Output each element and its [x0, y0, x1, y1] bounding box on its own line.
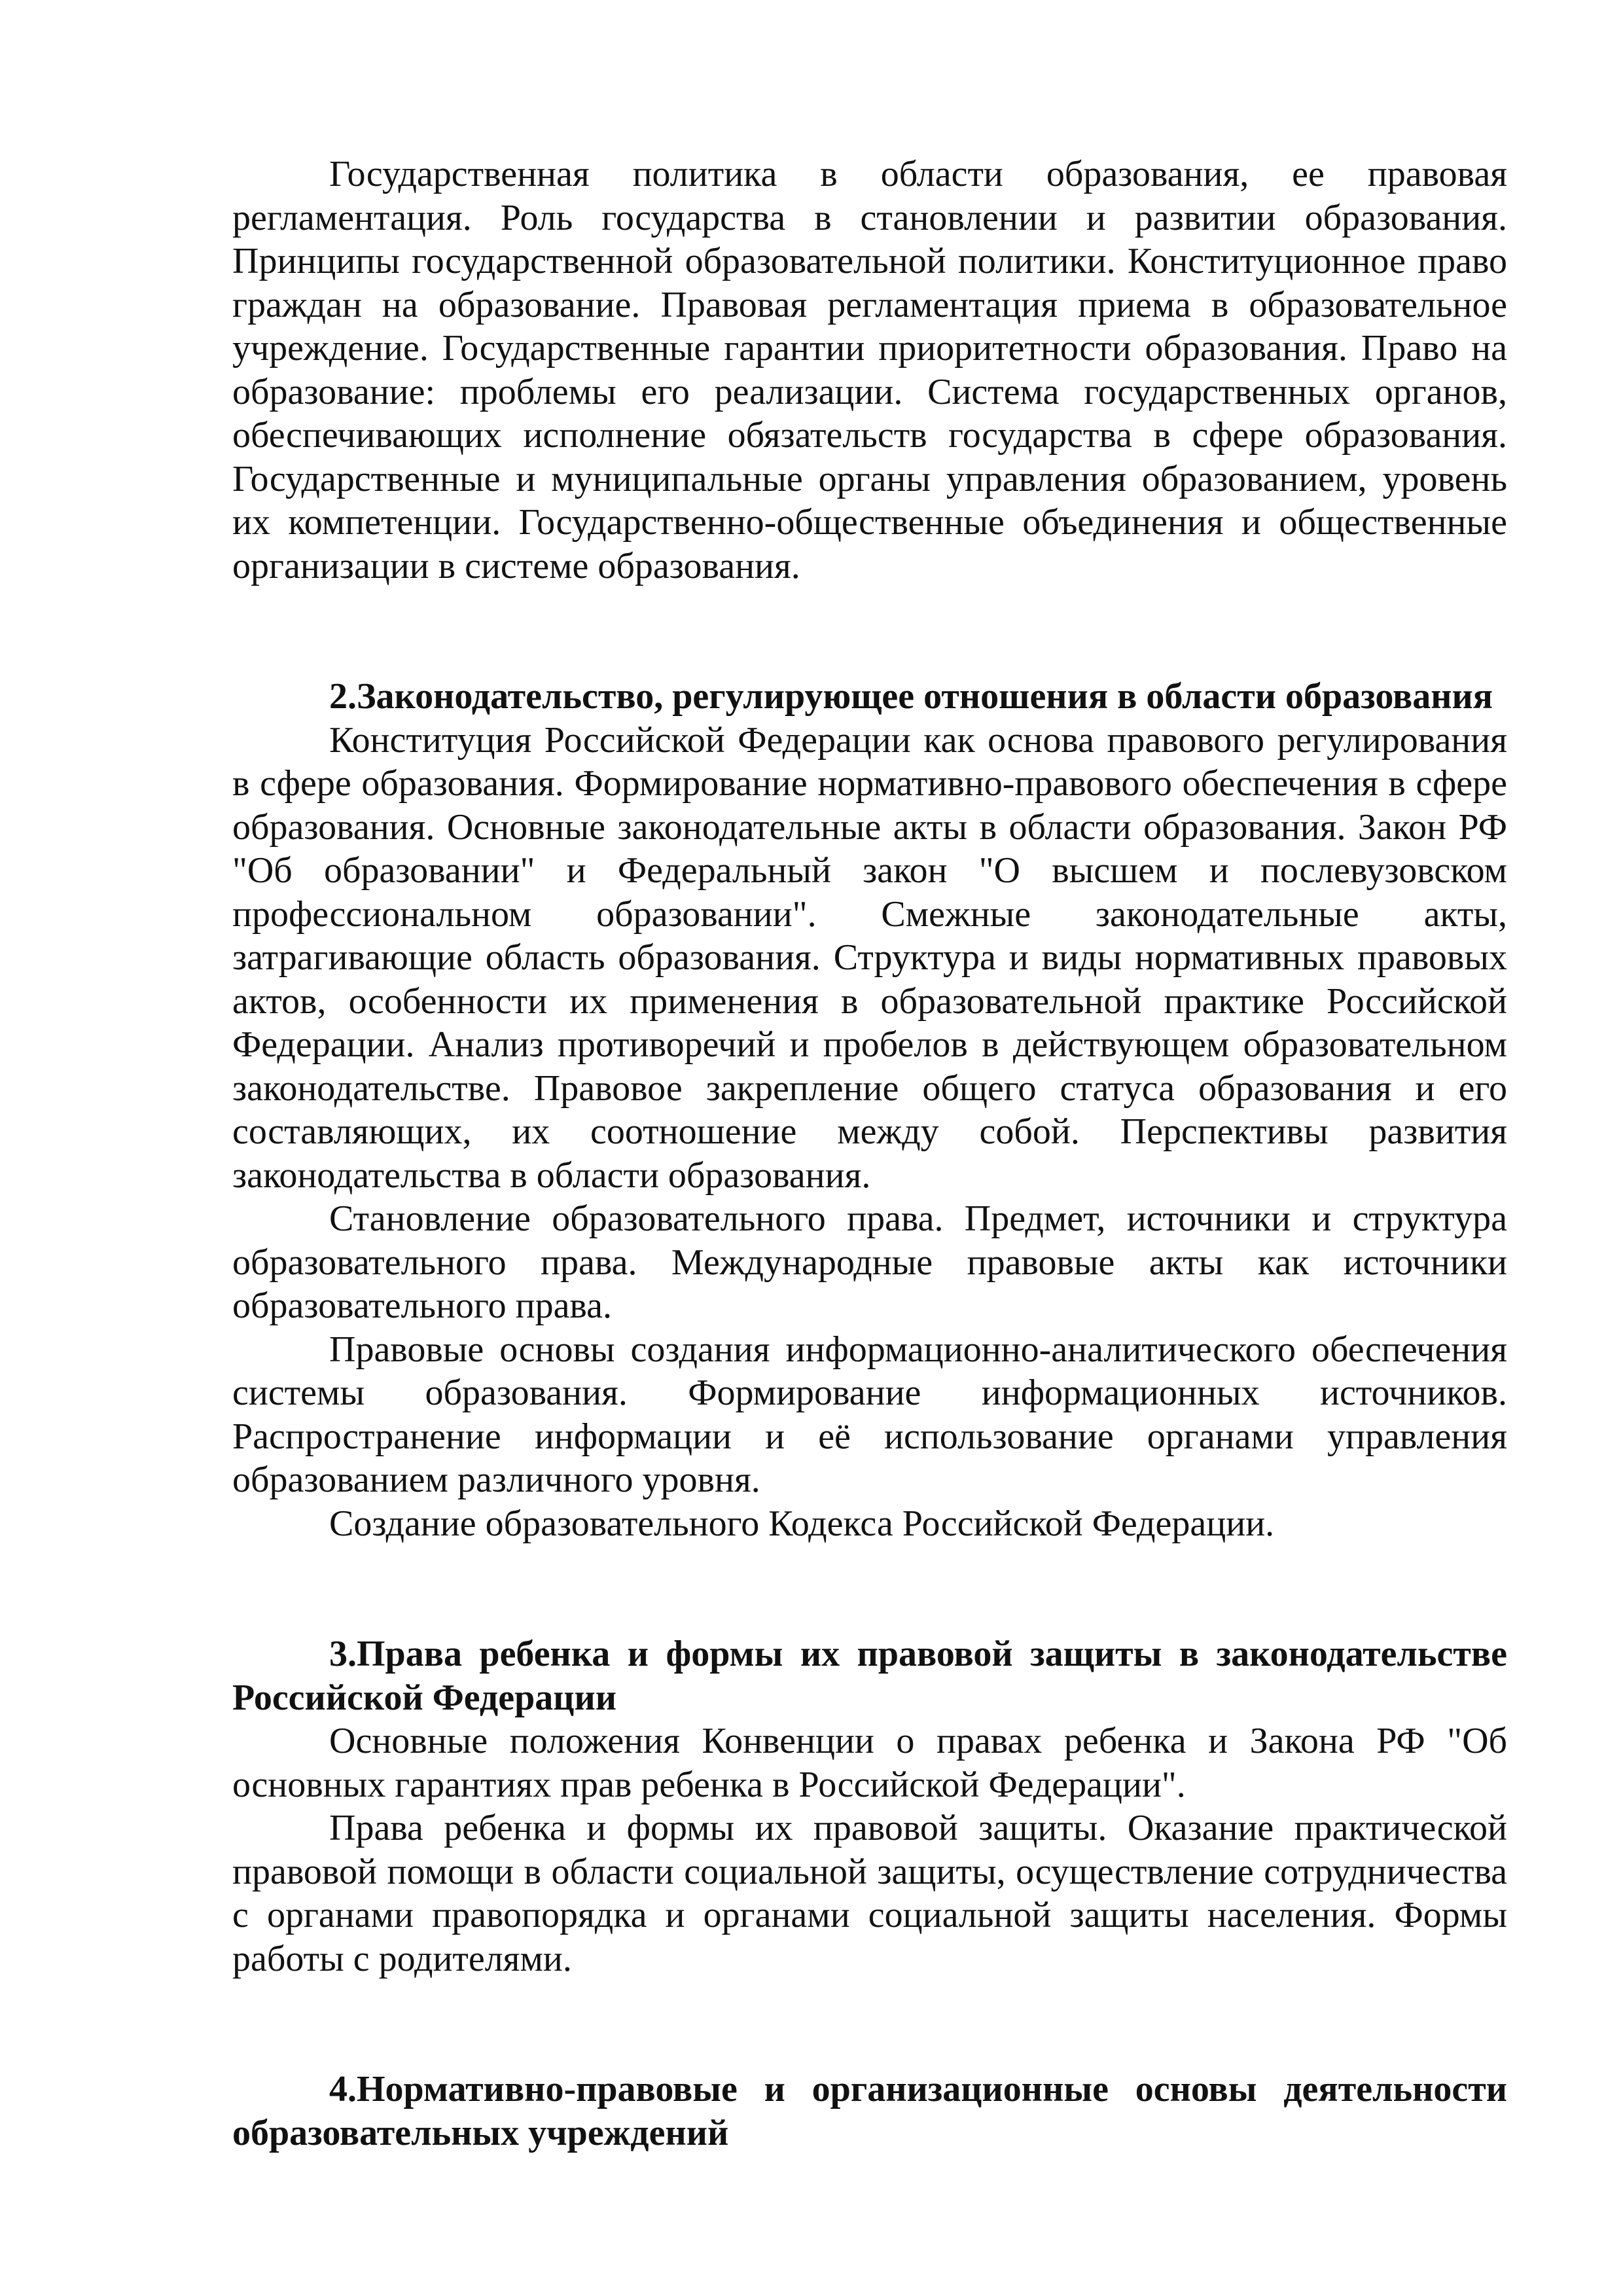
section-2-paragraph-3: Правовые основы создания информационно-аналитического обеспечения системы образования. Формирование информационных источников. Распространение информации и её использование органами управления образованием различного уровня.	[232, 1329, 1507, 1500]
section-3-paragraph-1: Основные положения Конвенции о правах ребенка и Закона РФ "Об основных гарантиях прав ребенка в Российской Федерации".	[232, 1721, 1507, 1805]
section-3-paragraph-2: Права ребенка и формы их правовой защиты. Оказание практической правовой помощи в области социальной защиты, осуществление сотрудничества с органами правопорядка и органами социальной защиты населения. Формы работы с родителями.	[232, 1808, 1507, 1979]
section-2-paragraph-2: Становление образовательного права. Предмет, источники и структура образовательного права. Международные правовые акты как источники образовательного права.	[232, 1198, 1507, 1326]
section-2-paragraph-4: Создание образовательного Кодекса Российской Федерации.	[329, 1503, 1275, 1544]
section-2-paragraph-1: Конституция Российской Федерации как основа правового регулирования в сфере образования. Формирование нормативно-правового обеспечения в сфере образования. Основные законодательные акты в области образования. Закон РФ "Об образовании" и Федеральный закон "О высшем и послевузовском профессиональном образовании". Смежные законодательные акты, затрагивающие область образования. Структура и виды нормативных правовых актов, особенности их применения в образовательной практике Российской Федерации. Анализ противоречий и пробелов в действующем образовательном законодательстве. Правовое закрепление общего статуса образования и его составляющих, их соотношение между собой. Перспективы развития законодательства в области образования.	[232, 719, 1507, 1196]
document-page	[232, 152, 1507, 2155]
section-gap	[232, 588, 1507, 675]
section-2-heading: 2.Законодательство, регулирующее отношения в области образования	[329, 676, 1493, 717]
intro-paragraph: Государственная политика в области образования, ее правовая регламентация. Роль государства в становлении и развитии образования. Принципы государственной образовательной политики. Конституционное право граждан на образование. Правовая регламентация приема в образовательное учреждение. Государственные гарантии приоритетности образования. Право на образование: проблемы его реализации. Система государственных органов, обеспечивающих исполнение обязательств государства в сфере образования. Государственные и муниципальные органы управления образованием, уровень их компетенции. Государственно-общественные объединения и общественные организации в системе образования.	[232, 154, 1507, 586]
section-3-heading: 3.Права ребенка и формы их правовой защиты в законодательстве Российской Федерации	[232, 1634, 1507, 1718]
section-4-heading: 4.Нормативно-правовые и организационные основы деятельности образовательных учреждений	[232, 2069, 1507, 2153]
section-gap	[232, 1545, 1507, 1632]
section-gap	[232, 1981, 1507, 2068]
